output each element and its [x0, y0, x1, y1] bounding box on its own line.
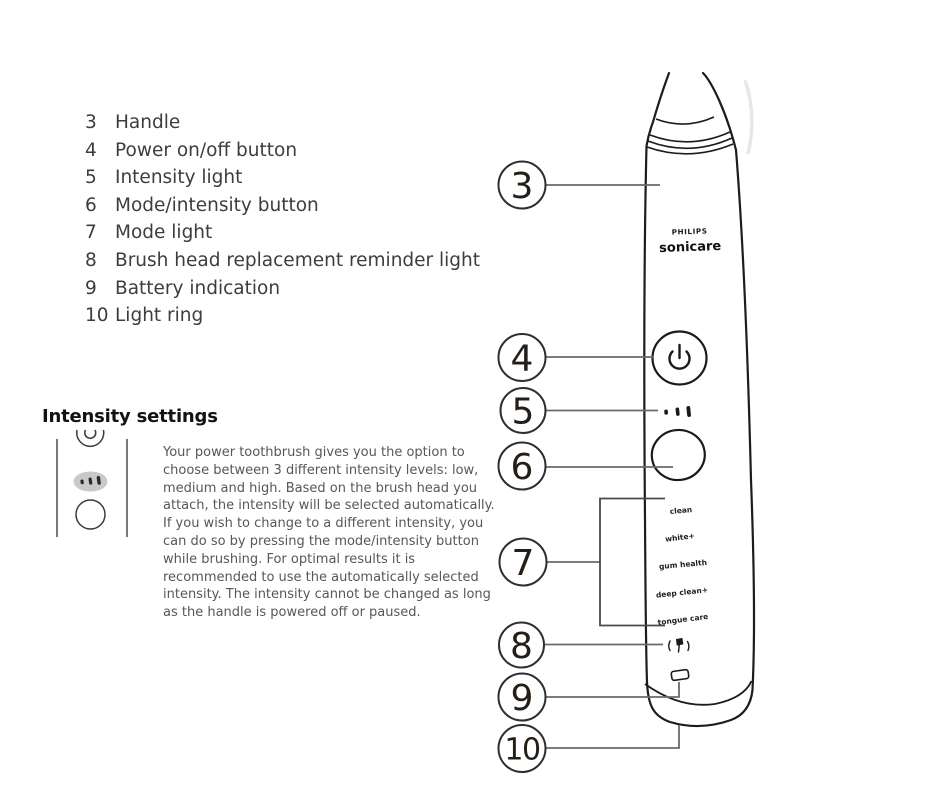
power-symbol-partial-icon	[85, 430, 96, 438]
parts-list-item	[85, 164, 480, 192]
part-number: 9	[85, 277, 97, 299]
intensity-settings-body: Your power toothbrush gives you the option to choose between 3 different intensity levels: low, medium and high. Based on the brush head you attach, the intensity will be selected automatically. If you wish to change to a different intensity, you can do so by pressing the mode/intensity button while brushing. For optimal results it is recommended to use the automatically selected intensity. The intensity cannot be changed as long as the handle is powered off or paused.	[163, 445, 495, 621]
parts-list-item	[85, 219, 480, 247]
svg-text:5: 5	[511, 391, 535, 433]
part-number: 6	[85, 194, 97, 216]
parts-list-item	[85, 275, 480, 303]
callout-5	[501, 388, 546, 433]
svg-text:4: 4	[510, 338, 534, 380]
part-label: Mode light	[115, 222, 213, 244]
mode-label-deep-clean: deep clean+	[655, 585, 709, 600]
brand-philips: PHILIPS	[671, 226, 708, 237]
brand-sonicare: sonicare	[658, 238, 722, 257]
part-label: Battery indication	[115, 277, 281, 299]
svg-text:9: 9	[510, 678, 534, 719]
callout-6	[499, 443, 546, 490]
part-label: Power on/off button	[115, 139, 298, 161]
callout-3	[499, 162, 546, 209]
parts-list	[85, 109, 480, 330]
intensity-figure	[53, 425, 138, 540]
svg-text:6: 6	[510, 447, 534, 488]
svg-text:8: 8	[510, 626, 533, 667]
parts-list-item	[85, 247, 480, 275]
part-label: Intensity light	[115, 167, 243, 189]
part-label: Handle	[115, 112, 181, 133]
mode-label-white-plus: white+	[664, 531, 696, 544]
part-label: Mode/intensity button	[115, 194, 319, 216]
callout-line-10	[546, 725, 679, 748]
part-label: Light ring	[115, 305, 204, 327]
callout-10	[499, 725, 546, 772]
mode-button-circle-icon	[76, 500, 105, 529]
parts-list-item	[85, 192, 480, 220]
mode-label-tongue-care: tongue care	[657, 611, 709, 628]
ghost-arc	[745, 80, 752, 154]
parts-list-item	[85, 109, 480, 137]
device-diagram	[490, 60, 820, 800]
toothbrush-outline	[644, 73, 754, 726]
part-number: 7	[85, 222, 97, 244]
intensity-settings-heading: Intensity settings	[42, 406, 218, 427]
parts-list-item	[85, 302, 480, 330]
callout-8	[499, 623, 544, 668]
svg-text:10: 10	[504, 732, 540, 768]
battery-icon	[671, 669, 689, 680]
mode-label-clean: clean	[669, 505, 693, 516]
part-number: 5	[85, 167, 97, 189]
callout-9	[499, 674, 546, 721]
callout-7	[500, 539, 547, 586]
part-number: 10	[85, 305, 109, 327]
part-label: Brush head replacement reminder light	[115, 249, 481, 271]
part-number: 3	[85, 112, 97, 133]
svg-text:3: 3	[510, 166, 534, 207]
mode-label-gum-health: gum health	[658, 557, 708, 572]
part-number: 4	[85, 139, 97, 161]
part-number: 8	[85, 249, 97, 271]
svg-text:7: 7	[511, 543, 535, 584]
parts-list-item	[85, 137, 480, 165]
callout-4	[499, 334, 546, 381]
